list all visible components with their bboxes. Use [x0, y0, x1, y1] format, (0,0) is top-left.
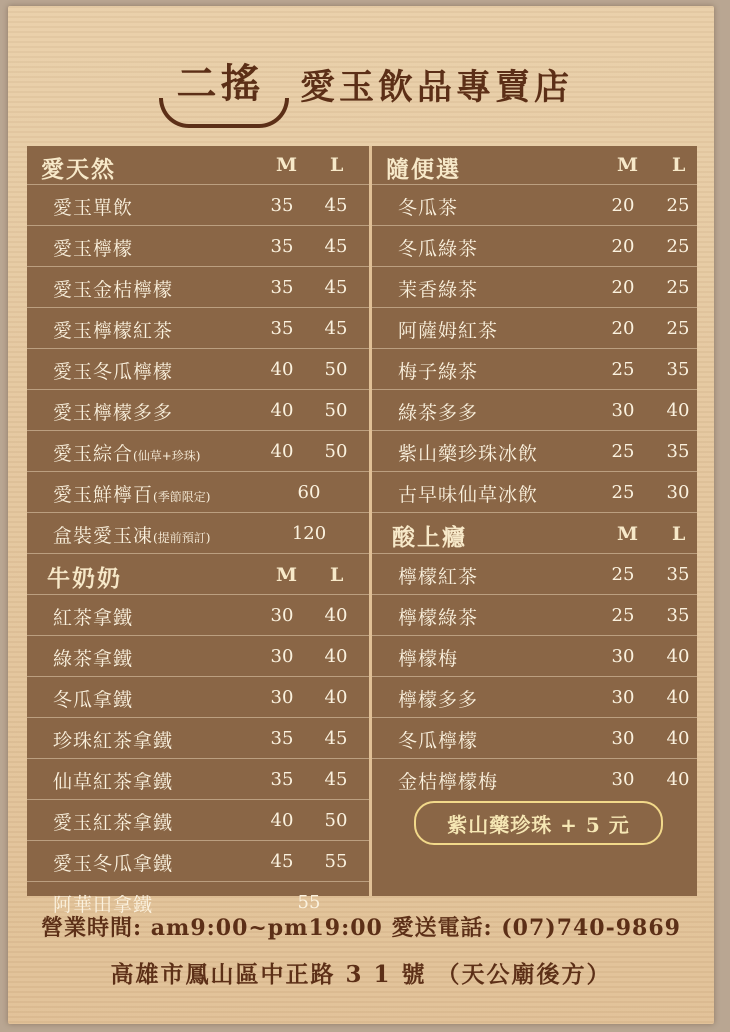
item-price-l: 50 — [324, 359, 348, 380]
item-price-l: 25 — [666, 195, 690, 216]
item-name: 愛玉綜合(仙草+珍珠) — [53, 443, 201, 465]
footer — [8, 911, 714, 989]
size-label-l: L — [672, 154, 686, 176]
menu-item-row — [27, 758, 369, 799]
section-header-suanshangyin — [372, 512, 697, 553]
menu-item-row — [27, 594, 369, 635]
menu-column-left — [27, 146, 372, 916]
menu-item-row — [27, 348, 369, 389]
item-price-m: 40 — [270, 810, 294, 831]
item-price-l: 35 — [666, 359, 690, 380]
item-price-l: 45 — [324, 277, 348, 298]
brand-title: 愛玉飲品專賣店 — [300, 67, 574, 108]
item-price-l: 25 — [666, 236, 690, 257]
item-price-l: 30 — [666, 482, 690, 503]
item-name: 冬瓜綠茶 — [398, 238, 479, 260]
item-price-l: 35 — [666, 605, 690, 626]
menu-item-row — [372, 635, 697, 676]
item-name: 金桔檸檬梅 — [398, 771, 499, 793]
menu-item-row — [27, 184, 369, 225]
item-price-m: 30 — [270, 646, 294, 667]
item-name: 檸檬綠茶 — [398, 607, 479, 629]
menu-item-row — [27, 635, 369, 676]
item-name: 檸檬梅 — [398, 648, 459, 670]
item-note: (仙草+珍珠) — [133, 449, 201, 463]
item-price-l: 40 — [324, 687, 348, 708]
menu-item-row — [27, 840, 369, 881]
brand-logo-swoosh — [159, 98, 289, 128]
promo-label: 紫山藥珍珠 + 5 元 — [447, 812, 630, 837]
item-price-single: 60 — [297, 482, 321, 503]
size-label-l: L — [330, 564, 344, 586]
item-price-m: 20 — [611, 195, 635, 216]
menu-item-row — [372, 266, 697, 307]
item-price-m: 30 — [611, 687, 635, 708]
item-price-l: 40 — [666, 769, 690, 790]
menu-item-row — [27, 471, 369, 512]
item-price-l: 40 — [666, 400, 690, 421]
item-price-l: 25 — [666, 277, 690, 298]
size-label-l: L — [330, 154, 344, 176]
item-name: 仙草紅茶拿鐵 — [53, 771, 174, 793]
menu-item-row — [372, 430, 697, 471]
menu-item-row — [372, 307, 697, 348]
item-price-l: 40 — [666, 728, 690, 749]
section-title: 牛奶奶 — [47, 565, 122, 592]
item-price-m: 35 — [270, 236, 294, 257]
item-price-m: 35 — [270, 728, 294, 749]
menu-item-row — [372, 184, 697, 225]
item-price-m: 40 — [270, 359, 294, 380]
item-price-m: 25 — [611, 605, 635, 626]
item-price-m: 30 — [611, 400, 635, 421]
item-price-l: 45 — [324, 318, 348, 339]
item-name: 盒裝愛玉凍(提前預訂) — [53, 525, 211, 547]
menu-item-row — [372, 225, 697, 266]
menu-item-row — [372, 676, 697, 717]
item-price-l: 45 — [324, 769, 348, 790]
item-price-l: 35 — [666, 441, 690, 462]
item-price-m: 20 — [611, 318, 635, 339]
item-name: 紅茶拿鐵 — [53, 607, 134, 629]
size-label-l: L — [672, 523, 686, 545]
item-price-m: 25 — [611, 564, 635, 585]
header — [8, 30, 714, 140]
item-price-m: 45 — [270, 851, 294, 872]
item-name: 愛玉冬瓜檸檬 — [53, 361, 174, 383]
menu-item-row — [27, 266, 369, 307]
item-price-m: 30 — [611, 728, 635, 749]
promo-badge — [414, 801, 663, 845]
menu-item-row — [372, 717, 697, 758]
menu-item-row — [27, 717, 369, 758]
item-price-l: 50 — [324, 400, 348, 421]
item-name: 愛玉冬瓜拿鐵 — [53, 853, 174, 875]
item-name: 檸檬多多 — [398, 689, 479, 711]
menu-item-row — [27, 307, 369, 348]
section-title: 隨便選 — [386, 156, 461, 183]
size-label-m: M — [617, 154, 639, 176]
item-price-l: 45 — [324, 195, 348, 216]
menu-item-row — [27, 676, 369, 717]
menu-column-right — [372, 146, 697, 896]
item-name: 冬瓜拿鐵 — [53, 689, 134, 711]
item-price-m: 25 — [611, 359, 635, 380]
item-name: 梅子綠茶 — [398, 361, 479, 383]
menu-item-row — [27, 225, 369, 266]
item-price-m: 35 — [270, 195, 294, 216]
item-price-m: 30 — [270, 687, 294, 708]
menu-item-row — [27, 430, 369, 471]
item-price-l: 50 — [324, 810, 348, 831]
item-price-m: 40 — [270, 400, 294, 421]
item-price-m: 20 — [611, 277, 635, 298]
menu-item-row — [27, 512, 369, 553]
item-price-l: 40 — [324, 646, 348, 667]
item-price-m: 20 — [611, 236, 635, 257]
item-note: (季節限定) — [153, 490, 211, 504]
section-title: 酸上癮 — [392, 524, 467, 551]
section-header-niunainai — [27, 553, 369, 594]
section-header-aitianran — [27, 146, 369, 184]
item-name: 愛玉檸檬 — [53, 238, 134, 260]
store-address: 高雄市鳳山區中正路 3 1 號 （天公廟後方） — [110, 961, 612, 988]
item-name: 愛玉金桔檸檬 — [53, 279, 174, 301]
size-label-m: M — [276, 154, 298, 176]
item-name: 綠茶拿鐵 — [53, 648, 134, 670]
menu-item-row — [372, 348, 697, 389]
brand-logo-icon — [153, 52, 288, 122]
item-name: 紫山藥珍珠冰飲 — [398, 443, 539, 465]
item-price-m: 30 — [611, 646, 635, 667]
item-price-l: 40 — [324, 605, 348, 626]
menu-item-row — [372, 758, 697, 799]
item-name: 冬瓜茶 — [398, 197, 459, 219]
section-title: 愛天然 — [41, 156, 116, 183]
item-name: 檸檬紅茶 — [398, 566, 479, 588]
item-price-l: 25 — [666, 318, 690, 339]
item-name: 愛玉單飲 — [53, 197, 134, 219]
item-name: 愛玉檸檬多多 — [53, 402, 174, 424]
item-price-l: 35 — [666, 564, 690, 585]
item-price-m: 40 — [270, 441, 294, 462]
item-price-l: 50 — [324, 441, 348, 462]
item-name: 綠茶多多 — [398, 402, 479, 424]
item-name: 珍珠紅茶拿鐵 — [53, 730, 174, 752]
item-name: 愛玉鮮檸百(季節限定) — [53, 484, 211, 506]
item-name: 愛玉紅茶拿鐵 — [53, 812, 174, 834]
item-name: 愛玉檸檬紅茶 — [53, 320, 174, 342]
menu-item-row — [372, 389, 697, 430]
section-header-suibianxuan — [372, 146, 697, 184]
item-name: 阿薩姆紅茶 — [398, 320, 499, 342]
item-name: 阿華田拿鐵 — [53, 894, 154, 916]
menu-item-row — [372, 553, 697, 594]
item-price-m: 35 — [270, 277, 294, 298]
item-name: 古早味仙草冰飲 — [398, 484, 539, 506]
item-name: 冬瓜檸檬 — [398, 730, 479, 752]
business-hours-and-phone: 營業時間: am9:00~pm19:00 愛送電話: (07)740-9869 — [41, 915, 681, 941]
item-price-l: 40 — [666, 646, 690, 667]
menu-panel — [27, 146, 697, 916]
menu-board — [8, 6, 714, 1024]
item-price-single: 55 — [297, 892, 321, 913]
item-price-m: 30 — [270, 605, 294, 626]
item-price-m: 25 — [611, 482, 635, 503]
item-price-m: 30 — [611, 769, 635, 790]
menu-item-row — [372, 594, 697, 635]
item-price-l: 45 — [324, 728, 348, 749]
item-price-l: 45 — [324, 236, 348, 257]
brand-logo-text: 二搖 — [176, 60, 265, 107]
item-price-l: 40 — [666, 687, 690, 708]
item-price-l: 55 — [324, 851, 348, 872]
item-name: 茉香綠茶 — [398, 279, 479, 301]
size-label-m: M — [276, 564, 298, 586]
size-label-m: M — [617, 523, 639, 545]
item-note: (提前預訂) — [153, 531, 211, 545]
menu-item-row — [27, 389, 369, 430]
item-price-m: 25 — [611, 441, 635, 462]
item-price-m: 35 — [270, 769, 294, 790]
menu-item-row — [27, 799, 369, 840]
item-price-single: 120 — [291, 523, 327, 544]
menu-item-row — [372, 471, 697, 512]
item-price-m: 35 — [270, 318, 294, 339]
